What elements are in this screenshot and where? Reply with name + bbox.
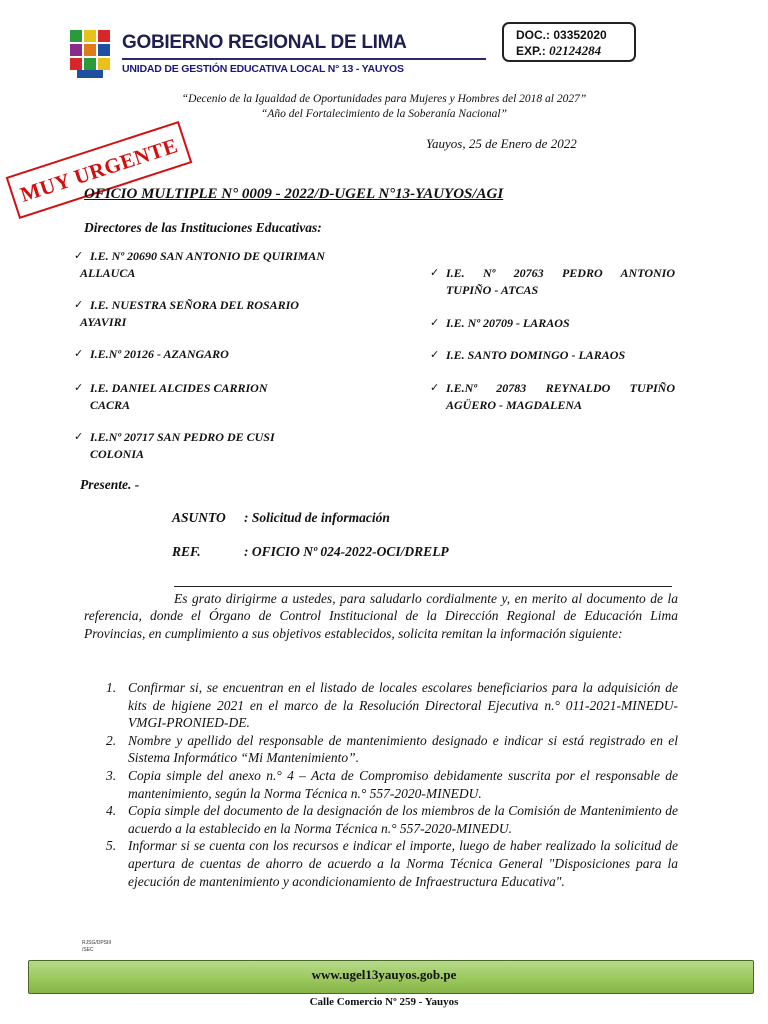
checkmark-icon: ✓ xyxy=(74,382,84,394)
asunto-line xyxy=(172,510,390,526)
list-item: 1. Confirmar si, se encuentran en el listado de locales escolares beneficiarios para la adquisición de kits de higiene 2021 en el marco de la Resolución Directoral Ejecutiva n.° 011-2021-MINEDU-VMGI-PRONIED-DE. xyxy=(106,680,678,731)
checkmark-icon: ✓ xyxy=(74,299,84,311)
checkmark-icon: ✓ xyxy=(430,382,440,394)
footer-website: www.ugel13yauyos.gob.pe xyxy=(311,967,457,982)
asunto-value: : Solicitud de información xyxy=(244,510,390,525)
school-item: ✓ I.E. SANTO DOMINGO - LARAOS xyxy=(430,348,626,362)
school-item: ✓ I.E.Nº 20717 SAN PEDRO DE CUSI COLONIA xyxy=(74,430,275,461)
gobierno-regional-lima-logo xyxy=(68,28,114,80)
org-title-divider xyxy=(122,58,486,60)
oficio-title: OFICIO MULTIPLE N° 0009 - 2022/D-UGEL N°13-YAUYOS/AGI xyxy=(84,186,504,202)
ref-line xyxy=(172,544,449,560)
school-item: ✓ I.E.Nº 20783 REYNALDO TUPIÑO AGÜERO - MAGDALENA xyxy=(430,381,675,412)
checkmark-icon: ✓ xyxy=(74,250,84,262)
presente-greeting: Presente. - xyxy=(80,477,140,492)
school-item: ✓ I.E. Nº 20709 - LARAOS xyxy=(430,316,570,330)
checkmark-icon: ✓ xyxy=(430,349,440,361)
doc-number: 03352020 xyxy=(553,28,607,42)
school-item: ✓ I.E. NUESTRA SEÑORA DEL ROSARIO AYAVIRI xyxy=(74,298,299,329)
motto-decenio: “Decenio de la Igualdad de Oportunidades para Mujeres y Hombres del 2018 al 2027” xyxy=(181,93,587,105)
exp-label: EXP.: xyxy=(516,44,546,58)
footer-address: Calle Comercio Nº 259 - Yauyos xyxy=(309,996,459,1008)
checkmark-icon: ✓ xyxy=(430,317,440,329)
org-title: GOBIERNO REGIONAL DE LIMA xyxy=(122,32,407,53)
checkmark-icon: ✓ xyxy=(74,431,84,443)
school-item: ✓ I.E. Nº 20763 PEDRO ANTONIO TUPIÑO - ATCAS xyxy=(430,266,675,297)
checkmark-icon: ✓ xyxy=(74,348,84,360)
document-reference-box xyxy=(502,22,636,62)
doc-label: DOC.: xyxy=(516,28,550,42)
org-subtitle: UNIDAD DE GESTIÓN EDUCATIVA LOCAL N° 13 - YAUYOS xyxy=(122,63,404,75)
list-item: 2. Nombre y apellido del responsable de mantenimiento designado e indicar si está registrado en el Sistema Informático “Mi Mantenimiento”. xyxy=(106,732,678,766)
asunto-label: ASUNTO xyxy=(172,510,226,525)
recipients-heading: Directores de las Instituciones Educativas: xyxy=(84,220,322,235)
motto-year: “Año del Fortalecimiento de la Soberanía Nacional” xyxy=(261,108,507,120)
list-item: 4. Copia simple del documento de la designación de los miembros de la Comisión de Mantenimiento de acuerdo a la establecido en la Norma Técnica n.° 557-2020-MINEDU. xyxy=(106,803,678,836)
checkmark-icon: ✓ xyxy=(430,267,440,279)
author-initials: RJSG/DPSIII /SEC xyxy=(82,940,112,953)
ref-label: REF. xyxy=(172,544,201,559)
urgent-stamp: MUY URGENTE xyxy=(6,121,193,219)
ref-value: : OFICIO Nº 024-2022-OCI/DRELP xyxy=(244,544,449,559)
body-paragraph: Es grato dirigirme a ustedes, para saludarlo cordialmente y, en merito al documento de la referencia, donde el Órgano de Control Institucional de la Dirección Regional de Educación Lima Provincias, en cumplimiento a sus objetivos establecidos, solicita remitan la información siguiente: xyxy=(84,591,678,641)
school-item: ✓ I.E. DANIEL ALCIDES CARRION CACRA xyxy=(74,381,268,412)
exp-number: 02124284 xyxy=(549,43,602,58)
school-item: ✓ I.E. Nº 20690 SAN ANTONIO DE QUIRIMAN ALLAUCA xyxy=(74,249,325,280)
list-item: 3. Copia simple del anexo n.° 4 – Acta de Compromiso debidamente suscrita por el responsable de mantenimiento, según la Norma Técnica n.° 557-2020-MINEDU. xyxy=(106,767,678,801)
list-item: 5. Informar si se cuenta con los recursos e indicar el importe, luego de haber realizado la solicitud de apertura de cuentas de ahorro de acuerdo a la Norma Técnica General "Disposiciones para la ejecución de mantenimiento y acondicionamiento de Infraestructura Educativa". xyxy=(106,838,678,889)
separator-line xyxy=(174,586,672,587)
requests-list xyxy=(98,679,678,890)
school-item: ✓ I.E.Nº 20126 - AZANGARO xyxy=(74,347,229,361)
document-date: Yauyos, 25 de Enero de 2022 xyxy=(426,136,577,151)
